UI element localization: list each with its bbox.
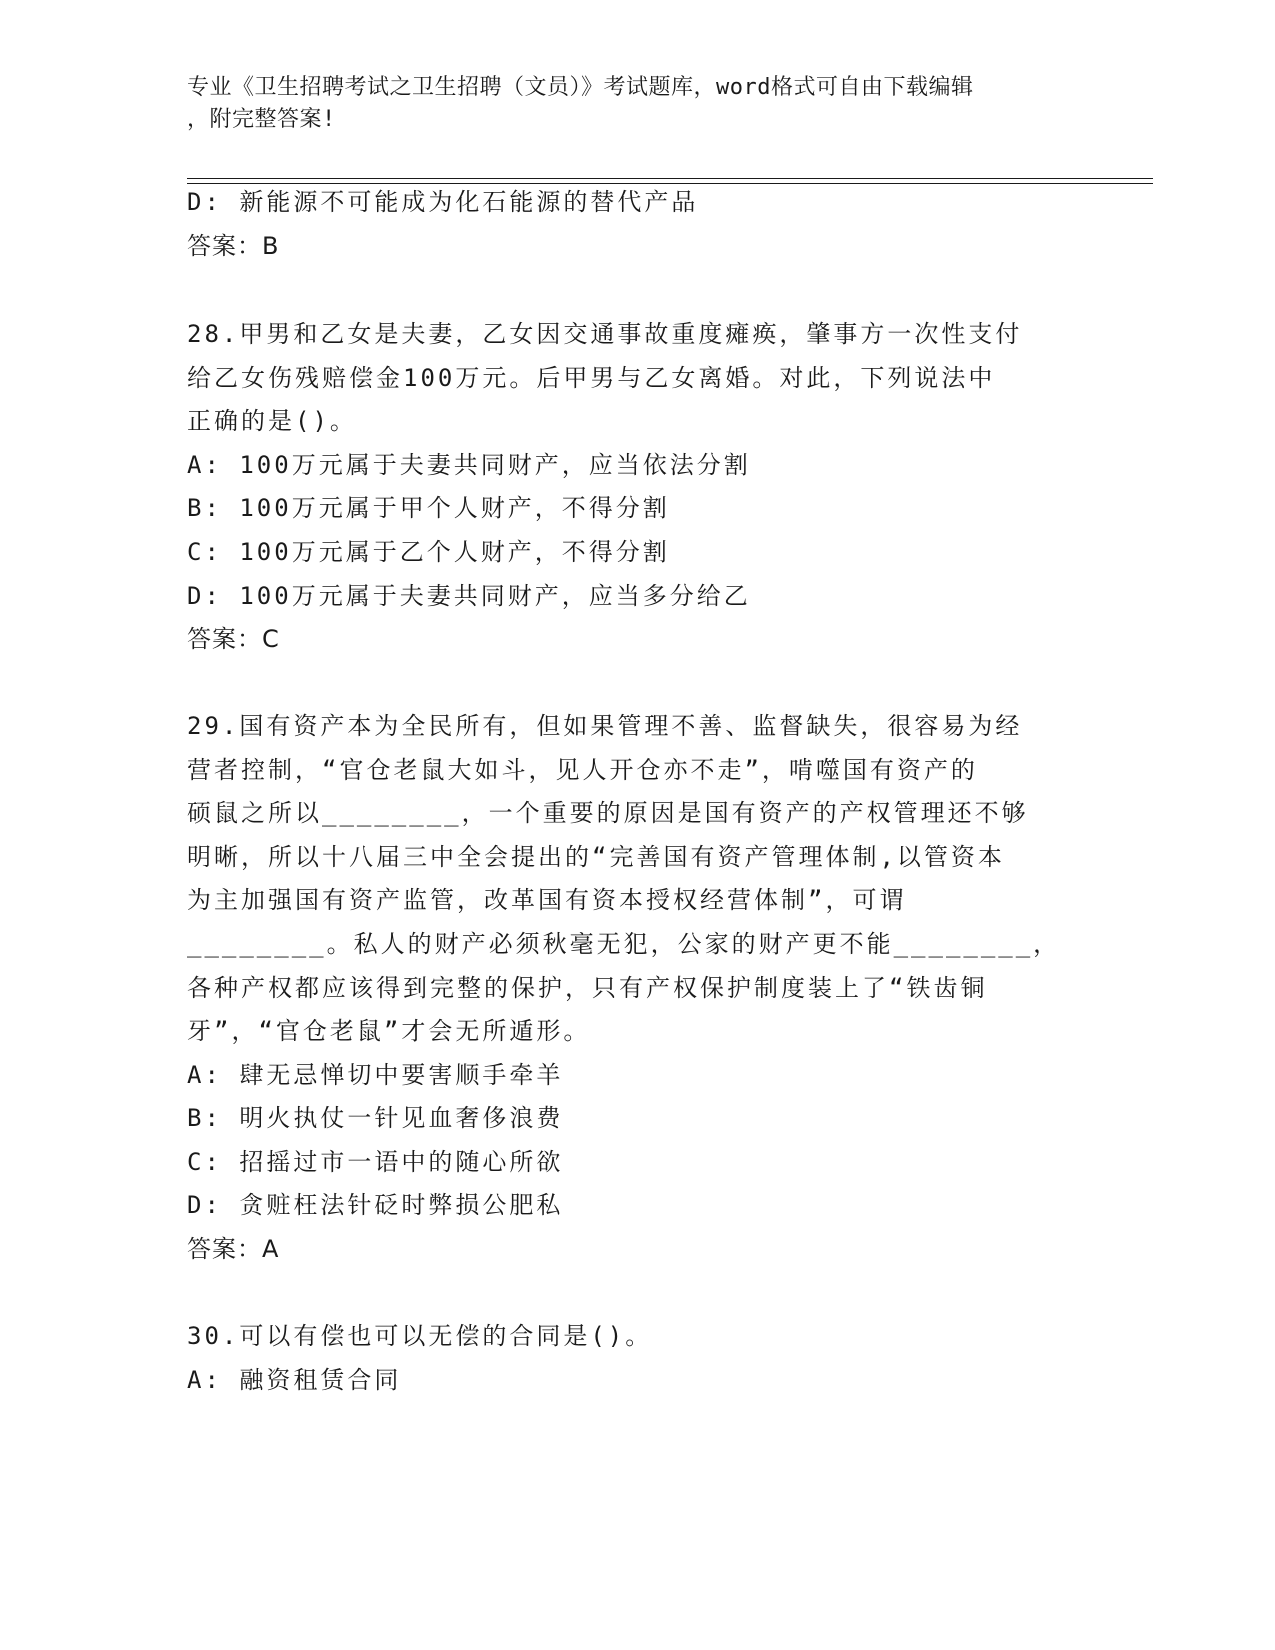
q29-stem-line-5: 为主加强国有资产监管，改革国有资本授权经营体制”，可谓 [187, 886, 907, 914]
q29-answer: 答案：A [187, 1235, 280, 1263]
prev-option-d: D: 新能源不可能成为化石能源的替代产品 [187, 188, 699, 216]
q28-stem-line-3: 正确的是()。 [187, 407, 357, 435]
header-line-1: 专业《卫生招聘考试之卫生招聘（文员）》考试题库，word格式可自由下载编辑 [187, 75, 974, 100]
header-divider-bottom [187, 183, 1153, 184]
q29-stem-line-1: 29.国有资产本为全民所有，但如果管理不善、监督缺失，很容易为经 [187, 712, 1023, 740]
q28-stem-line-1: 28.甲男和乙女是夫妻，乙女因交通事故重度瘫痪，肇事方一次性支付 [187, 320, 1023, 348]
prev-answer: 答案：B [187, 232, 280, 260]
q28-option-c: C: 100万元属于乙个人财产，不得分割 [187, 538, 670, 566]
q30-option-a: A: 融资租赁合同 [187, 1366, 402, 1394]
q29-stem-line-3: 硕鼠之所以________，一个重要的原因是国有资产的产权管理还不够 [187, 799, 1029, 827]
q29-option-a: A: 肆无忌惮切中要害顺手牵羊 [187, 1061, 564, 1089]
q29-option-d: D: 贪赃枉法针砭时弊损公肥私 [187, 1191, 564, 1219]
q29-stem-line-6: ________。私人的财产必须秋毫无犯，公家的财产更不能________， [187, 930, 1061, 958]
q28-stem-line-2: 给乙女伤残赔偿金100万元。后甲男与乙女离婚。对此，下列说法中 [187, 364, 996, 392]
document-header [187, 72, 1067, 136]
q28-option-b: B: 100万元属于甲个人财产，不得分割 [187, 494, 670, 522]
q29-stem-line-8: 牙”，“官仓老鼠”才会无所遁形。 [187, 1017, 591, 1045]
header-line-2: ，附完整答案! [187, 107, 336, 132]
q29-stem-line-7: 各种产权都应该得到完整的保护，只有产权保护制度装上了“铁齿铜 [187, 974, 988, 1002]
q28-answer: 答案：C [187, 625, 280, 653]
q28-option-d: D: 100万元属于夫妻共同财产，应当多分给乙 [187, 582, 751, 610]
q29-stem-line-4: 明晰，所以十八届三中全会提出的“完善国有资产管理体制,以管资本 [187, 843, 1005, 871]
q29-stem-line-2: 营者控制，“官仓老鼠大如斗，见人开仓亦不走”，啃噬国有资产的 [187, 756, 978, 784]
q29-option-c: C: 招摇过市一语中的随心所欲 [187, 1148, 564, 1176]
header-divider-top [187, 178, 1153, 179]
q30-stem-line-1: 30.可以有偿也可以无偿的合同是()。 [187, 1322, 653, 1350]
q28-option-a: A: 100万元属于夫妻共同财产，应当依法分割 [187, 451, 751, 479]
q29-option-b: B: 明火执仗一针见血奢侈浪费 [187, 1104, 564, 1132]
